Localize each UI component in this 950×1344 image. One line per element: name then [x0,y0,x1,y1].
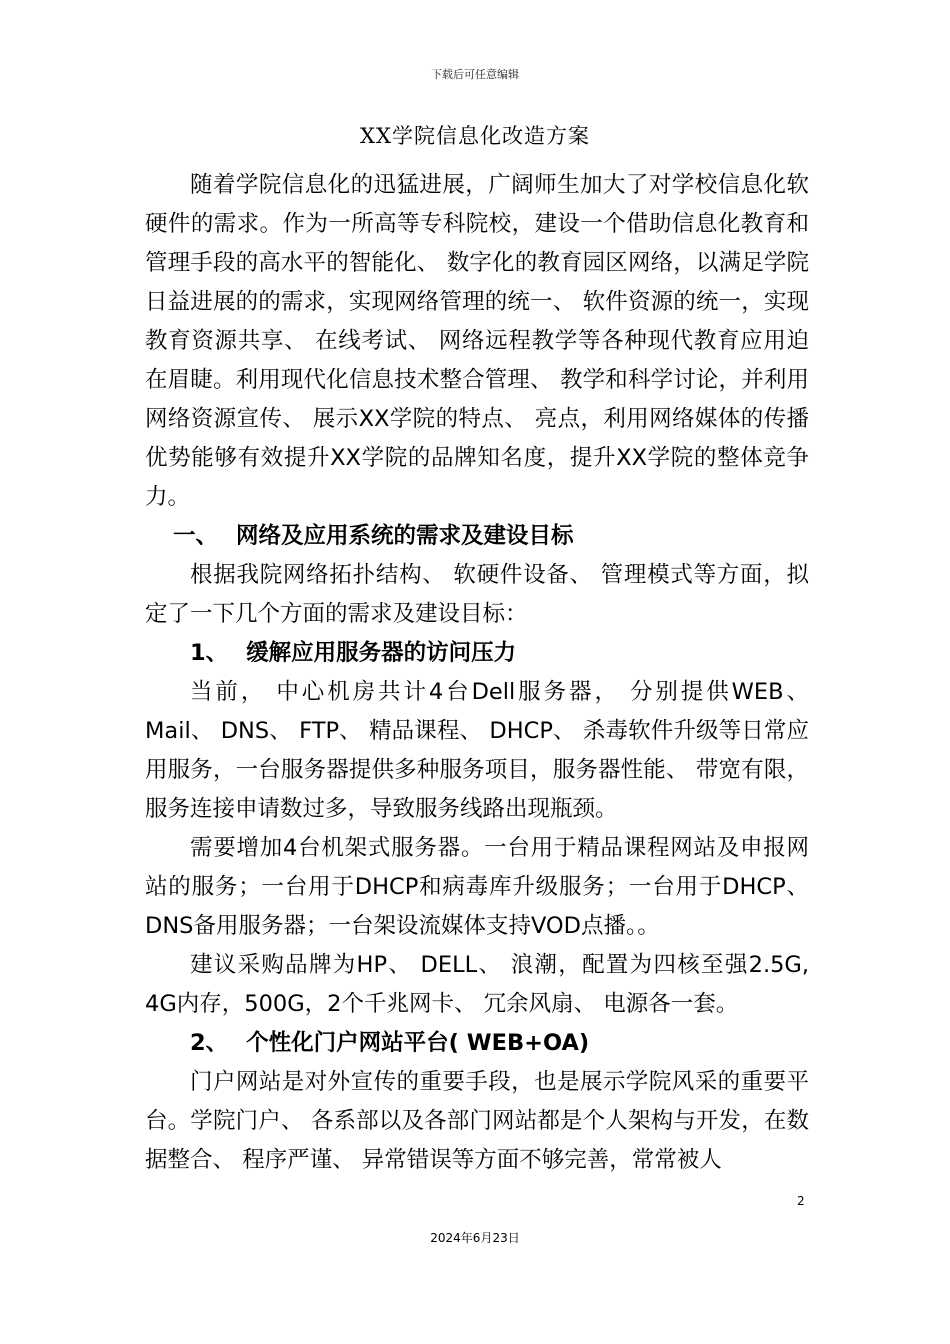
section-1-heading [145,517,809,556]
document-body [145,166,809,1180]
intro-paragraph: 随着学院信息化的迅猛进展，广阔师生加大了对学校信息化软硬件的需求。作为一所高等专科院校，建设一个借助信息化教育和管理手段的高水平的智能化、 数字化的教育园区网络，以满足学院日益进展的的需求，实现网络管理的统一、 软件资源的统一，实现教育资源共享、 在线考试、 网络远程教学等各种现代教育应用迫在眉睫。利用现代化信息技术整合管理、 教学和科学讨论，并利用网络资源宣传、 展示XX学院的特点、 亮点，利用网络媒体的传播优势能够有效提升XX学院的品牌知名度，提升XX学院的整体竞争力。 [145,172,809,510]
document-title: XX学院信息化改造方案 [360,124,590,148]
subsection-2-heading [145,1024,809,1063]
subsection-1-paragraph-1: 当前， 中心机房共计4台Dell服务器， 分别提供WEB、 Mail、 DNS、 FTP、 精品课程、 DHCP、 杀毒软件升级等日常应用服务，一台服务器提供多种服务项目，服务器性能、 带宽有限， 服务连接申请数过多，导致服务线路出现瓶颈。 [145,679,809,822]
section-1-number: 一、 [173,523,219,549]
subsection-2-paragraph-1: 门户网站是对外宣传的重要手段，也是展示学院风采的重要平台。学院门户、 各系部以及各部门网站都是个人架构与开发，在数据整合、 程序严谨、 异常错误等方面不够完善，常常被人 [145,1069,809,1173]
subsection-1-heading [145,634,809,673]
subsection-2-number: 2、 [190,1030,229,1056]
subsection-1-title: 缓解应用服务器的访问压力 [246,640,517,666]
subsection-2-title: 个性化门户网站平台( WEB+OA) [246,1030,590,1056]
subsection-1-paragraph-2: 需要增加4台机架式服务器。一台用于精品课程网站及申报网站的服务；一台用于DHCP和病毒库升级服务；一台用于DHCP、 DNS备用服务器；一台架设流媒体支持VOD点播。。 [145,835,809,939]
section-1-paragraph: 根据我院网络拓扑结构、 软硬件设备、 管理模式等方面，拟定了一下几个方面的需求及建设目标： [145,562,809,627]
footer-date: 2024年6月23日 [430,1231,520,1245]
page-header: 下载后可任意编辑 [431,68,519,81]
subsection-1-paragraph-3: 建议采购品牌为HP、 DELL、 浪潮，配置为四核至强2.5G, 4G内存，500G，2个千兆网卡、 冗余风扇、 电源各一套。 [145,952,809,1017]
page-number: 2 [797,1194,805,1208]
section-1-title: 网络及应用系统的需求及建设目标 [236,523,574,549]
subsection-1-number: 1、 [190,640,229,666]
